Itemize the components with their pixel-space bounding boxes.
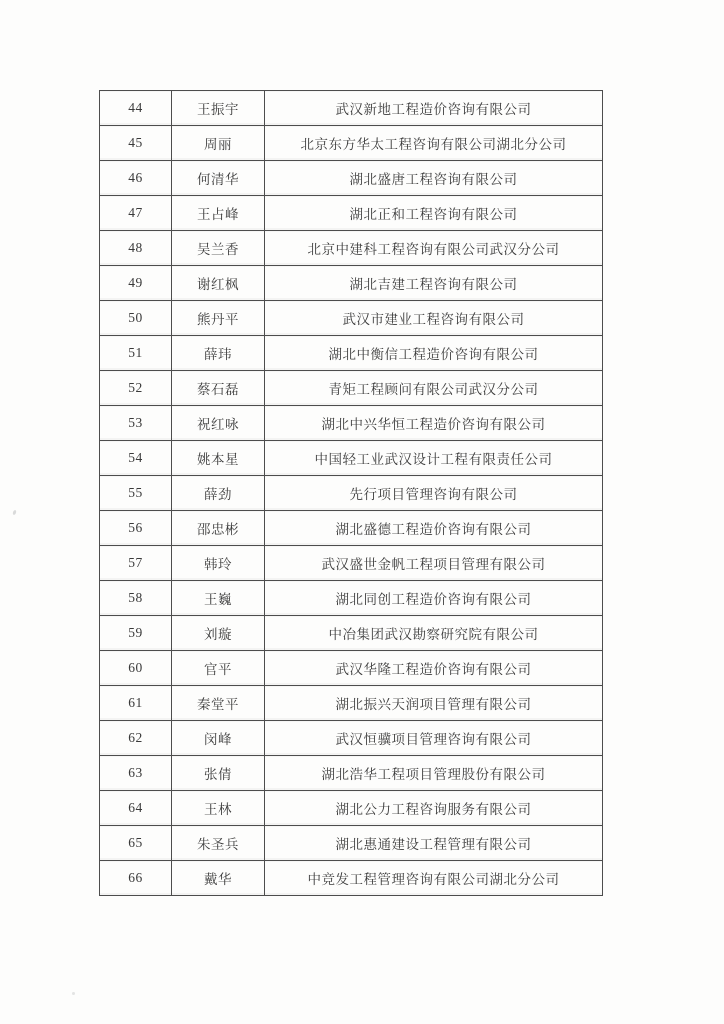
row-company-cell: 中国轻工业武汉设计工程有限责任公司	[265, 441, 603, 476]
row-company-cell: 湖北惠通建设工程管理有限公司	[265, 826, 603, 861]
row-company-cell: 湖北中兴华恒工程造价咨询有限公司	[265, 406, 603, 441]
row-name-cell: 谢红枫	[172, 266, 265, 301]
table-row	[100, 686, 603, 721]
row-name-cell: 王林	[172, 791, 265, 826]
row-number-cell: 66	[100, 861, 172, 896]
table-row	[100, 546, 603, 581]
table-row	[100, 581, 603, 616]
row-number-cell: 45	[100, 126, 172, 161]
row-company-cell: 湖北吉建工程咨询有限公司	[265, 266, 603, 301]
row-name-cell: 戴华	[172, 861, 265, 896]
row-company-cell: 湖北振兴天润项目管理有限公司	[265, 686, 603, 721]
row-company-cell: 湖北公力工程咨询服务有限公司	[265, 791, 603, 826]
row-company-cell: 湖北中衡信工程造价咨询有限公司	[265, 336, 603, 371]
row-name-cell: 何清华	[172, 161, 265, 196]
table-row	[100, 126, 603, 161]
row-number-cell: 49	[100, 266, 172, 301]
scan-speck	[72, 992, 75, 995]
row-name-cell: 蔡石磊	[172, 371, 265, 406]
row-name-cell: 王巍	[172, 581, 265, 616]
row-company-cell: 湖北同创工程造价咨询有限公司	[265, 581, 603, 616]
row-name-cell: 邵忠彬	[172, 511, 265, 546]
table-row	[100, 336, 603, 371]
row-company-cell: 武汉盛世金帆工程项目管理有限公司	[265, 546, 603, 581]
row-name-cell: 熊丹平	[172, 301, 265, 336]
table-row	[100, 756, 603, 791]
row-number-cell: 61	[100, 686, 172, 721]
table-row	[100, 161, 603, 196]
row-company-cell: 武汉新地工程造价咨询有限公司	[265, 91, 603, 126]
row-number-cell: 55	[100, 476, 172, 511]
row-company-cell: 中冶集团武汉勘察研究院有限公司	[265, 616, 603, 651]
row-name-cell: 薛玮	[172, 336, 265, 371]
row-number-cell: 44	[100, 91, 172, 126]
row-name-cell: 闵峰	[172, 721, 265, 756]
row-number-cell: 64	[100, 791, 172, 826]
table-row	[100, 826, 603, 861]
table-row	[100, 511, 603, 546]
table-row	[100, 476, 603, 511]
row-number-cell: 48	[100, 231, 172, 266]
row-name-cell: 薛劲	[172, 476, 265, 511]
row-number-cell: 57	[100, 546, 172, 581]
row-number-cell: 65	[100, 826, 172, 861]
row-name-cell: 秦堂平	[172, 686, 265, 721]
row-company-cell: 武汉华隆工程造价咨询有限公司	[265, 651, 603, 686]
row-number-cell: 62	[100, 721, 172, 756]
row-name-cell: 姚本星	[172, 441, 265, 476]
row-company-cell: 先行项目管理咨询有限公司	[265, 476, 603, 511]
scan-speck	[12, 510, 17, 516]
row-company-cell: 武汉市建业工程咨询有限公司	[265, 301, 603, 336]
row-number-cell: 58	[100, 581, 172, 616]
row-company-cell: 北京东方华太工程咨询有限公司湖北分公司	[265, 126, 603, 161]
row-company-cell: 中竞发工程管理咨询有限公司湖北分公司	[265, 861, 603, 896]
row-company-cell: 武汉恒骥项目管理咨询有限公司	[265, 721, 603, 756]
row-name-cell: 吴兰香	[172, 231, 265, 266]
row-company-cell: 北京中建科工程咨询有限公司武汉分公司	[265, 231, 603, 266]
certified-persons-table	[99, 90, 603, 896]
row-name-cell: 王占峰	[172, 196, 265, 231]
table-row	[100, 231, 603, 266]
row-name-cell: 官平	[172, 651, 265, 686]
row-company-cell: 青矩工程顾问有限公司武汉分公司	[265, 371, 603, 406]
table-row	[100, 721, 603, 756]
row-name-cell: 周丽	[172, 126, 265, 161]
table-row	[100, 301, 603, 336]
row-name-cell: 王振宇	[172, 91, 265, 126]
table-row	[100, 791, 603, 826]
row-number-cell: 59	[100, 616, 172, 651]
row-number-cell: 46	[100, 161, 172, 196]
table-row	[100, 91, 603, 126]
table-row	[100, 371, 603, 406]
row-number-cell: 50	[100, 301, 172, 336]
row-number-cell: 56	[100, 511, 172, 546]
table-row	[100, 651, 603, 686]
row-number-cell: 60	[100, 651, 172, 686]
table-row	[100, 441, 603, 476]
table-body	[100, 91, 603, 896]
row-name-cell: 朱圣兵	[172, 826, 265, 861]
row-number-cell: 51	[100, 336, 172, 371]
row-number-cell: 53	[100, 406, 172, 441]
row-company-cell: 湖北盛唐工程咨询有限公司	[265, 161, 603, 196]
row-number-cell: 63	[100, 756, 172, 791]
row-name-cell: 韩玲	[172, 546, 265, 581]
row-name-cell: 祝红咏	[172, 406, 265, 441]
table-row	[100, 616, 603, 651]
table-row	[100, 861, 603, 896]
row-company-cell: 湖北正和工程咨询有限公司	[265, 196, 603, 231]
table-row	[100, 266, 603, 301]
row-number-cell: 54	[100, 441, 172, 476]
table-row	[100, 196, 603, 231]
row-number-cell: 47	[100, 196, 172, 231]
row-name-cell: 张倩	[172, 756, 265, 791]
table-row	[100, 406, 603, 441]
row-company-cell: 湖北浩华工程项目管理股份有限公司	[265, 756, 603, 791]
row-number-cell: 52	[100, 371, 172, 406]
row-company-cell: 湖北盛德工程造价咨询有限公司	[265, 511, 603, 546]
row-name-cell: 刘璇	[172, 616, 265, 651]
